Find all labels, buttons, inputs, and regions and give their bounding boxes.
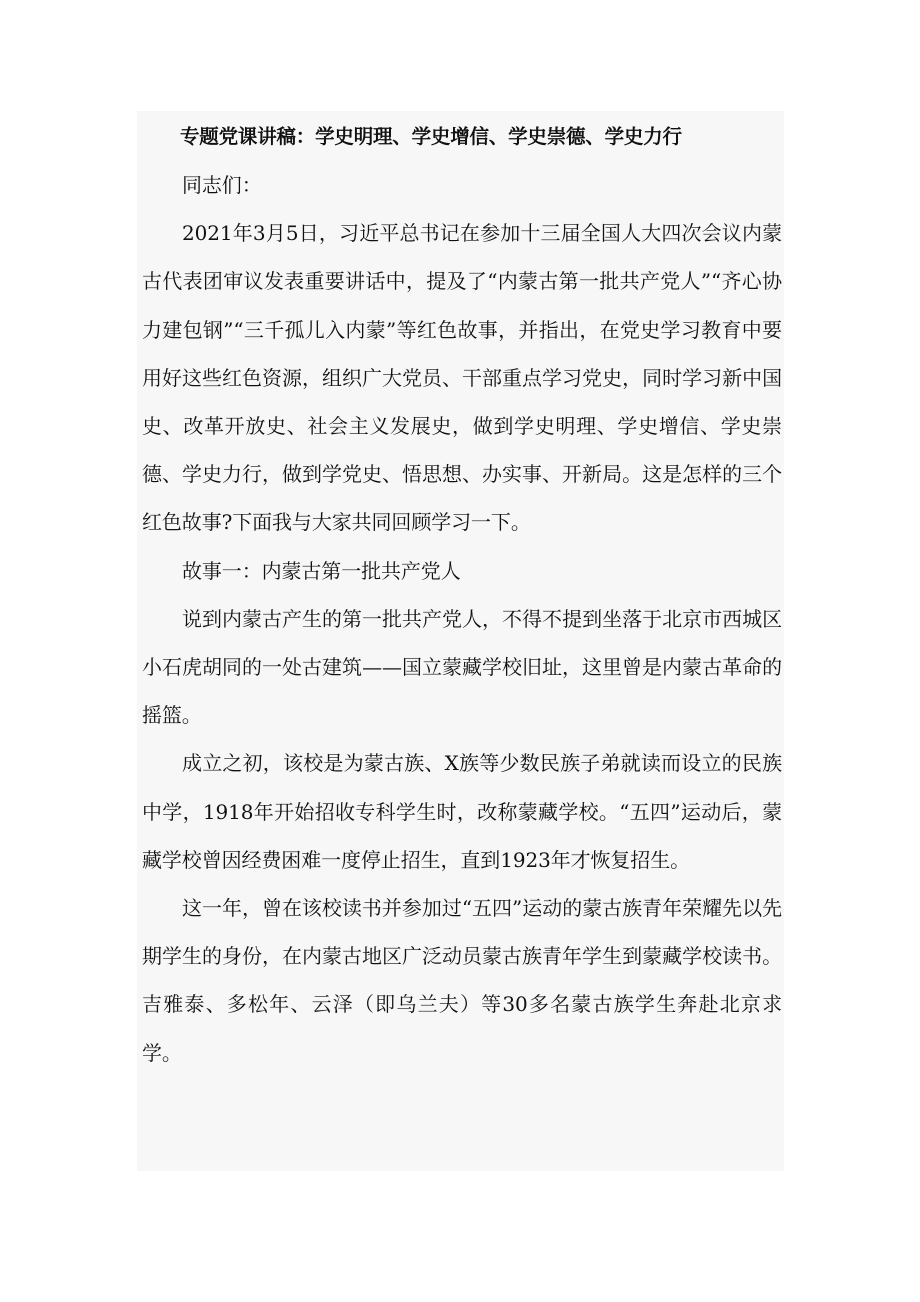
document-body	[142, 117, 782, 1077]
document-page	[137, 111, 784, 1171]
body-paragraph: 说到内蒙古产生的第一批共产党人，不得不提到坐落于北京市西城区小石虎胡同的一处古建筑——国立蒙藏学校旧址，这里曾是内蒙古革命的摇篮。	[142, 606, 782, 728]
intro-paragraph: 2021年3月5日，习近平总书记在参加十三届全国人大四次会议内蒙古代表团审议发表重要讲话中，提及了“内蒙古第一批共产党人”“齐心协力建包钢”“三千孤儿入内蒙”等红色故事，并指出，在党史学习教育中要用好这些红色资源，组织广大党员、干部重点学习党史，同时学习新中国史、改革开放史、社会主义发展史，做到学史明理、学史增信、学史崇德、学史力行，做到学党史、悟思想、办实事、开新局。这是怎样的三个红色故事?下面我与大家共同回顾学习一下。	[142, 221, 782, 535]
story-one-heading: 故事一：内蒙古第一批共产党人	[182, 558, 461, 583]
salutation-paragraph: 同志们：	[182, 173, 262, 197]
document-title: 专题党课讲稿：学史明理、学史增信、学史崇德、学史力行	[180, 125, 682, 148]
body-paragraph: 这一年，曾在该校读书并参加过“五四”运动的蒙古族青年荣耀先以先期学生的身份，在内蒙古地区广泛动员蒙古族青年学生到蒙藏学校读书。吉雅泰、多松年、云泽（即乌兰夫）等30多名蒙古族学生奔赴北京求学。	[142, 896, 782, 1065]
body-paragraph: 成立之初，该校是为蒙古族、X族等少数民族子弟就读而设立的民族中学，1918年开始招收专科学生时，改称蒙藏学校。“五四”运动后，蒙藏学校曾因经费困难一度停止招生，直到1923年才恢复招生。	[142, 751, 782, 872]
